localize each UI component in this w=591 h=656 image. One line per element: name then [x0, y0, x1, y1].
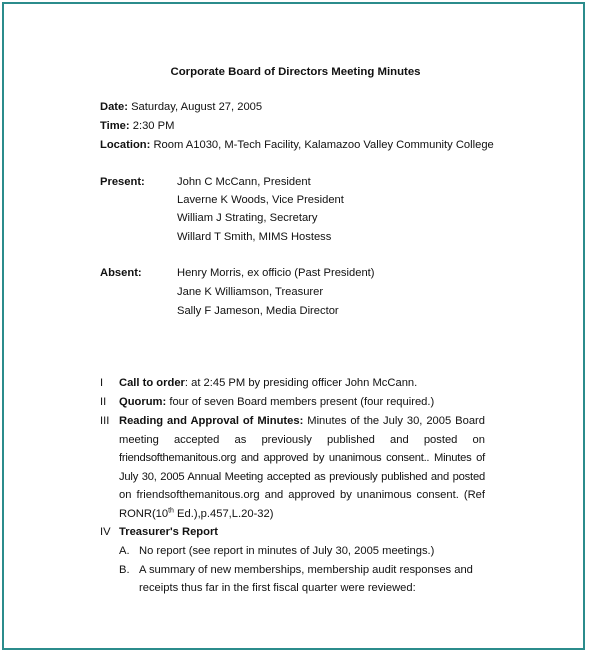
sub-item-letter: B.: [119, 564, 130, 576]
agenda-item-minutes-line: [119, 412, 485, 431]
absent-label: Absent:: [100, 267, 142, 279]
date-value: Saturday, August 27, 2005: [131, 101, 263, 113]
date-label: Date:: [100, 101, 128, 113]
agenda-item-minutes-line: friendsofthemanitous.org and approved by unanimous consent.. Minutes of: [119, 452, 485, 464]
time-value: 2:30 PM: [132, 120, 175, 132]
item-title: Reading and Approval of Minutes:: [119, 415, 304, 427]
ref-text: Ed.),p.457,L.20-32): [173, 508, 274, 520]
item-number: IV: [100, 526, 111, 538]
item-text: : at 2:45 PM by presiding officer John McCann.: [184, 377, 418, 389]
ref-superscript: th: [168, 507, 174, 515]
time-label: Time:: [100, 120, 130, 132]
location-value: Room A1030, M-Tech Facility, Kalamazoo Valley Community College: [153, 139, 494, 151]
item-number: II: [100, 396, 107, 408]
date-line: [100, 98, 262, 117]
item-text: four of seven Board members present (four required.): [166, 396, 435, 408]
item-title: Call to order: [119, 377, 185, 389]
sub-item-text: No report (see report in minutes of July 30, 2005 meetings.): [139, 545, 435, 557]
item-number: I: [100, 377, 104, 389]
present-person: Willard T Smith, MIMS Hostess: [177, 231, 332, 243]
sub-item-text: A summary of new memberships, membership audit responses and: [139, 564, 473, 576]
agenda-item-minutes-ref: [119, 505, 485, 524]
present-person: William J Strating, Secretary: [177, 212, 318, 224]
location-label: Location:: [100, 139, 151, 151]
item-number: III: [100, 415, 110, 427]
time-line: [100, 117, 174, 136]
item-title: Treasurer's Report: [119, 526, 219, 538]
agenda-item-call-to-order: [119, 374, 485, 393]
present-person: John C McCann, President: [177, 176, 311, 188]
ref-text: RONR(10: [119, 508, 169, 520]
agenda-item-quorum: [119, 393, 485, 412]
document-title: Corporate Board of Directors Meeting Minutes: [170, 66, 421, 78]
present-person: Laverne K Woods, Vice President: [177, 194, 344, 206]
agenda-item-minutes-line: on friendsofthemanitous.org and approved by unanimous consent. (Ref: [119, 489, 485, 501]
sub-item-text: receipts thus far in the first fiscal quarter were reviewed:: [139, 582, 416, 594]
present-label: Present:: [100, 176, 145, 188]
item-title: Quorum:: [119, 396, 167, 408]
absent-person: Sally F Jameson, Media Director: [177, 305, 339, 317]
absent-person: Jane K Williamson, Treasurer: [177, 286, 324, 298]
sub-item-letter: A.: [119, 545, 130, 557]
location-line: [100, 136, 494, 155]
absent-person: Henry Morris, ex officio (Past President): [177, 267, 375, 279]
item-text: Minutes of the July 30, 2005 Board: [303, 415, 485, 427]
agenda-item-minutes-line: July 30, 2005 Annual Meeting accepted as previously published and posted: [119, 471, 485, 483]
agenda-item-minutes-line: meeting accepted as previously published and posted on: [119, 434, 485, 446]
agenda-item-treasurer: [119, 523, 485, 542]
